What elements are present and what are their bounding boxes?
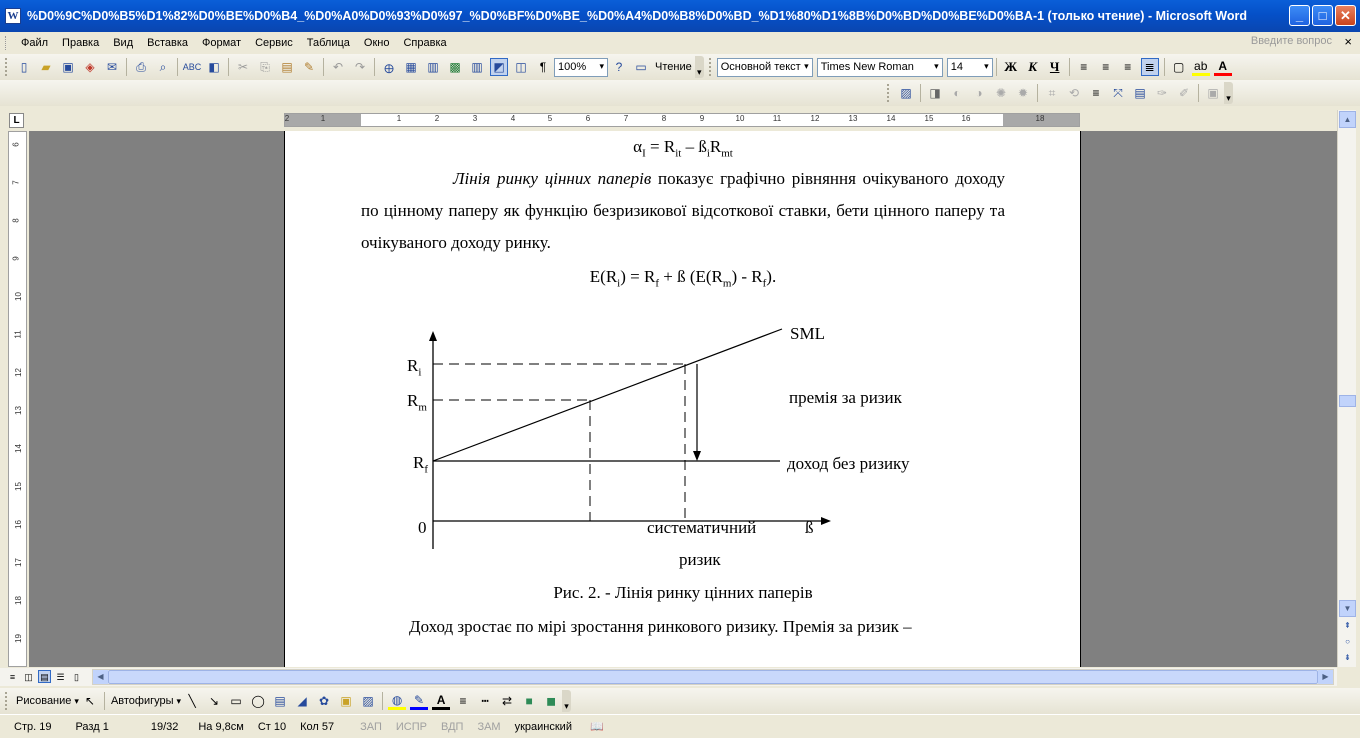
line-style-icon[interactable]: ≡ (459, 694, 467, 708)
tab-selector[interactable]: L (9, 113, 24, 128)
minimize-button[interactable]: _ (1289, 5, 1310, 26)
scroll-down-icon[interactable]: ▼ (1339, 600, 1356, 617)
format-picture-icon[interactable]: ✑ (1156, 86, 1168, 100)
status-pages[interactable]: 19/32 (150, 720, 179, 733)
color-icon[interactable]: ◨ (929, 86, 941, 100)
scroll-up-icon[interactable]: ▲ (1339, 111, 1356, 128)
drawing-icon[interactable]: ◩ (490, 58, 508, 76)
font-color-icon[interactable]: A (432, 692, 450, 710)
arrow-icon[interactable]: ↘ (209, 694, 220, 708)
previous-page-icon[interactable]: ⇞ (1344, 621, 1351, 630)
premium-arrowhead (693, 451, 701, 461)
ruler-number: 6 (585, 114, 591, 123)
ruler-number: 12 (810, 114, 820, 123)
ruler-number: 17 (13, 558, 23, 567)
origin-label: 0 (418, 518, 427, 537)
ruler-number: 16 (13, 520, 23, 529)
status-line[interactable]: Ст 10 (257, 720, 287, 733)
toolbar-separator (1164, 58, 1165, 76)
columns-icon[interactable]: ▥ (471, 60, 483, 74)
reset-picture-icon[interactable]: ▣ (1207, 86, 1219, 100)
horizontal-ruler-bar (0, 110, 1337, 130)
sml-label: SML (790, 324, 825, 343)
permission-icon[interactable]: ◈ (85, 60, 95, 74)
paragraph-sml-definition (361, 163, 1005, 259)
highlight-icon[interactable]: ab (1192, 58, 1210, 76)
menu-insert[interactable]: Вставка (147, 36, 189, 49)
3d-style-icon[interactable]: ◼ (546, 694, 557, 708)
ruler-number: 4 (510, 114, 516, 123)
bold-button[interactable]: Ж (1004, 59, 1018, 74)
read-icon[interactable]: ▭ (635, 60, 647, 74)
ruler-number: 13 (848, 114, 858, 123)
status-bar (0, 714, 1360, 738)
risk-label: ризик (679, 550, 721, 569)
show-hide-pilcrow-icon[interactable]: ¶ (539, 60, 547, 74)
toolbar-separator (1037, 84, 1038, 102)
undo-icon[interactable]: ↶ (332, 60, 344, 74)
select-objects-icon[interactable]: ↖ (84, 694, 95, 708)
status-extend[interactable]: ВДП (440, 720, 464, 733)
insert-table-icon[interactable]: ▥ (427, 60, 439, 74)
toolbar-options-icon[interactable]: ▾ (562, 690, 571, 712)
document-map-icon[interactable]: ◫ (515, 60, 527, 74)
ruler-number: 3 (472, 114, 478, 123)
align-right-icon[interactable]: ≡ (1124, 60, 1132, 74)
font-size-select[interactable]: 14 ▾ (947, 58, 993, 77)
scroll-left-icon[interactable]: ◀ (93, 670, 108, 684)
wordart-icon[interactable]: ◢ (297, 694, 307, 708)
oval-icon[interactable]: ◯ (251, 694, 265, 708)
print-layout-icon[interactable]: ▤ (38, 670, 51, 683)
align-center-icon[interactable]: ≡ (1102, 60, 1110, 74)
cut-icon[interactable]: ✂ (237, 60, 249, 74)
line-color-icon[interactable]: ✎ (410, 692, 428, 710)
horizontal-bar (0, 668, 1337, 686)
insert-picture-icon[interactable]: ▨ (900, 86, 912, 100)
sml-definition-text: показує графічно рівняння очікуваного доходу по цінному паперу як функцію безризикової відсоткової ставки, бети цінного паперу та очікуваного доходу ринку. (361, 169, 1005, 252)
ruler-number: 10 (13, 292, 23, 301)
ruler-number: 18 (13, 596, 23, 605)
vertical-scroll-thumb[interactable] (1339, 395, 1356, 407)
maximize-button[interactable]: □ (1312, 5, 1333, 26)
ri-label: $R_i$ (407, 356, 422, 379)
fill-color-icon[interactable]: ◍ (388, 692, 406, 710)
horizontal-scroll-thumb[interactable] (108, 670, 1318, 684)
paste-icon[interactable]: ▤ (281, 60, 293, 74)
premium-label: премія за ризик (789, 388, 902, 407)
outline-view-icon[interactable]: ☰ (56, 672, 65, 682)
set-transparent-icon[interactable]: ✐ (1178, 86, 1190, 100)
ruler-number: 13 (13, 406, 23, 415)
toolbar-separator (323, 58, 324, 76)
text-wrapping-icon[interactable]: ▤ (1134, 86, 1146, 100)
help-question-box[interactable]: Введите вопрос (1250, 35, 1332, 47)
copy-icon[interactable]: ⎘ (260, 59, 270, 74)
status-section[interactable]: Разд 1 (75, 720, 109, 733)
ruler-number: 9 (699, 114, 705, 123)
ruler-number: 16 (961, 114, 971, 123)
insert-picture-icon[interactable]: ▨ (362, 694, 374, 708)
status-column[interactable]: Кол 57 (300, 720, 335, 733)
ruler-number: 14 (886, 114, 896, 123)
save-icon[interactable]: ▣ (62, 60, 74, 74)
status-page[interactable]: Стр. 19 (14, 720, 52, 733)
vertical-ruler[interactable] (8, 131, 27, 667)
toolbar-separator (1069, 58, 1070, 76)
systematic-label: систематичний (647, 518, 757, 537)
ruler-number: 11 (772, 114, 782, 123)
menu-help[interactable]: Справка (403, 36, 447, 49)
ruler-number: 18 (1035, 114, 1045, 123)
status-overtype[interactable]: ЗАМ (477, 720, 501, 733)
ruler-number: 10 (735, 114, 745, 123)
ruler-number: 15 (13, 482, 23, 491)
format-painter-icon[interactable]: ✎ (303, 60, 315, 74)
riskfree-label: доход без ризику (787, 454, 910, 473)
tables-borders-icon[interactable]: ▦ (405, 60, 417, 74)
ruler-number: 7 (623, 114, 629, 123)
clipart-icon[interactable]: ▣ (340, 694, 352, 708)
status-record-macro[interactable]: ЗАП (360, 720, 382, 733)
toolbar-separator (177, 58, 178, 76)
print-icon[interactable]: ⎙ (136, 59, 146, 74)
document-workarea (29, 131, 1337, 667)
compress-icon[interactable]: ⤧ (1113, 85, 1123, 100)
more-contrast-icon[interactable]: ◐ (953, 86, 961, 100)
horizontal-scrollbar[interactable] (92, 669, 1334, 685)
ruler-number: 7 (11, 180, 21, 185)
rotate-icon[interactable]: ⟲ (1068, 86, 1080, 100)
toolbar-separator (382, 692, 383, 710)
horizontal-ruler[interactable] (284, 113, 1080, 127)
menu-bar (0, 32, 1360, 53)
ruler-number: 14 (13, 444, 23, 453)
menu-view[interactable]: Вид (113, 36, 134, 49)
picture-toolbar (0, 80, 1360, 106)
select-browse-object-icon[interactable]: ○ (1345, 637, 1350, 646)
title-bar (0, 0, 1360, 32)
read-button[interactable]: Чтение (655, 61, 692, 73)
y-axis-arrow (429, 331, 437, 341)
research-icon[interactable]: ◧ (208, 60, 220, 74)
close-button[interactable]: ✕ (1335, 5, 1356, 26)
arrow-style-icon[interactable]: ⇄ (502, 694, 513, 708)
ruler-number: 12 (13, 368, 23, 377)
help-icon[interactable]: ? (615, 60, 623, 74)
web-layout-icon[interactable]: ◫ (24, 672, 33, 682)
standard-toolbar (0, 54, 1360, 80)
align-left-icon[interactable]: ≡ (1080, 60, 1088, 74)
open-icon[interactable]: ▰ (41, 60, 51, 74)
toolbar-separator (104, 692, 105, 710)
spelling-status-icon[interactable]: 📖 (590, 721, 604, 733)
sml-line (433, 329, 782, 461)
ruler-number: 19 (13, 634, 23, 643)
x-axis-arrow (821, 517, 831, 525)
zoom-select[interactable]: 100% ▾ (554, 58, 608, 77)
next-page-icon[interactable]: ⇟ (1344, 653, 1351, 662)
menu-format[interactable]: Формат (202, 36, 242, 49)
vertical-scrollbar[interactable] (1337, 110, 1356, 667)
dash-style-icon[interactable]: ┅ (481, 694, 489, 708)
less-contrast-icon[interactable]: ◑ (975, 86, 983, 100)
ruler-number: 15 (924, 114, 934, 123)
underline-button[interactable]: Ч (1049, 59, 1060, 74)
ruler-number: 2 (434, 114, 440, 123)
borders-icon[interactable]: ▢ (1173, 60, 1185, 74)
text-box-icon[interactable]: ▤ (274, 694, 286, 708)
shadow-style-icon[interactable]: ■ (525, 694, 533, 708)
toolbar-separator (228, 58, 229, 76)
menu-tools[interactable]: Сервис (255, 36, 293, 49)
ruler-number: 8 (661, 114, 667, 123)
redo-icon[interactable]: ↷ (354, 60, 366, 74)
spelling-icon[interactable]: ABC (182, 62, 202, 72)
autoshapes-button[interactable]: Автофигуры (110, 695, 174, 707)
ruler-number: 9 (11, 256, 21, 261)
paragraph-income: Доход зростає по мірі зростання ринкового ризику. Премія за ризик – (409, 617, 912, 636)
menu-table[interactable]: Таблица (306, 36, 350, 49)
toolbar-options-icon[interactable]: ▾ (1224, 82, 1233, 104)
reading-layout-icon[interactable]: ▯ (74, 672, 79, 682)
status-track-changes[interactable]: ИСПР (395, 720, 427, 733)
hyperlink-icon[interactable]: 🜨 (383, 61, 395, 76)
ruler-number: 1 (320, 114, 326, 123)
scroll-right-icon[interactable]: ▶ (1318, 670, 1333, 684)
drawing-menu-button[interactable]: Рисование (16, 695, 72, 707)
style-select[interactable]: Основной текст ▾ (717, 58, 813, 77)
menu-window[interactable]: Окно (363, 36, 390, 49)
status-at[interactable]: На 9,8см (198, 720, 244, 733)
toolbar-grip[interactable] (5, 58, 8, 76)
toolbar-grip[interactable] (887, 84, 890, 102)
toolbar-grip[interactable] (709, 58, 712, 76)
new-document-icon[interactable]: ▯ (20, 60, 28, 74)
justify-icon[interactable]: ≣ (1141, 58, 1159, 76)
toolbar-separator (374, 58, 375, 76)
document-page[interactable] (284, 131, 1081, 667)
rm-label: $R_m$ (407, 391, 427, 414)
font-select[interactable]: Times New Roman ▾ (817, 58, 943, 77)
toolbar-separator (996, 58, 997, 76)
ruler-number: 11 (13, 330, 23, 339)
less-brightness-icon[interactable]: ✹ (1017, 86, 1029, 100)
normal-view-icon[interactable]: ≡ (9, 672, 16, 682)
line-style-icon[interactable]: ≡ (1092, 86, 1100, 100)
sml-formula: $E(R_i) = R_f$ + ß $(E(R_m) - R_f)$. (589, 267, 777, 290)
rectangle-icon[interactable]: ▭ (230, 694, 242, 708)
toolbar-separator (920, 84, 921, 102)
excel-icon[interactable]: ▩ (449, 60, 461, 74)
italic-button[interactable]: К (1028, 59, 1038, 74)
crop-icon[interactable]: ⌗ (1048, 85, 1056, 100)
word-app-icon[interactable]: W (5, 8, 21, 24)
beta-label: ß (805, 518, 814, 537)
document-close-icon[interactable]: × (1344, 34, 1352, 49)
menu-edit[interactable]: Правка (62, 36, 100, 49)
ruler-number: 8 (11, 218, 21, 223)
toolbar-separator (126, 58, 127, 76)
menu-file[interactable]: Файл (21, 36, 49, 49)
toolbar-options-icon[interactable]: ▾ (695, 56, 704, 78)
ruler-number: 5 (547, 114, 553, 123)
email-icon[interactable]: ✉ (106, 60, 118, 74)
font-color-icon[interactable]: A (1214, 58, 1232, 76)
diagram-icon[interactable]: ✿ (319, 694, 330, 708)
ruler-number: 2 (284, 114, 290, 123)
ruler-number: 1 (396, 114, 402, 123)
status-language[interactable]: украинский (514, 720, 572, 733)
menubar-grip[interactable] (5, 36, 8, 50)
drawing-toolbar: Рисование ▾ ↖ Автофигуры ▾ ╲ ↘ ▭ ◯ ▤ ◢ ✿ ▣ ▨ ◍ ✎ A ≡ ┅ ⇄ ■ ◼ ▾ (0, 688, 1360, 714)
more-brightness-icon[interactable]: ✺ (995, 86, 1007, 100)
line-icon[interactable]: ╲ (188, 694, 196, 708)
window-title: %D0%9C%D0%B5%D1%82%D0%BE%D0%B4_%D0%A0%D0%93%D0%97_%D0%BF%D0%BE_%D0%A4%D0%B8%D0%BD_%D1%80%D1%8B%D0%BD%D0%BE%D0%BA-1 (только чтение) - Microsoft Word (27, 9, 1248, 23)
alpha-formula: $\alpha_I = R_{it}$ – $ß_iR_{mt}$ (633, 137, 733, 160)
ruler-number: 6 (11, 142, 21, 147)
toolbar-separator (1198, 84, 1199, 102)
print-preview-icon[interactable]: ⌕ (159, 59, 167, 74)
toolbar-grip[interactable] (5, 692, 8, 710)
figure-caption: Рис. 2. - Лінія ринку цінних паперів (553, 583, 813, 602)
sml-term: Лінія ринку цінних паперів (453, 169, 652, 188)
rf-label: $R_f$ (413, 453, 429, 476)
